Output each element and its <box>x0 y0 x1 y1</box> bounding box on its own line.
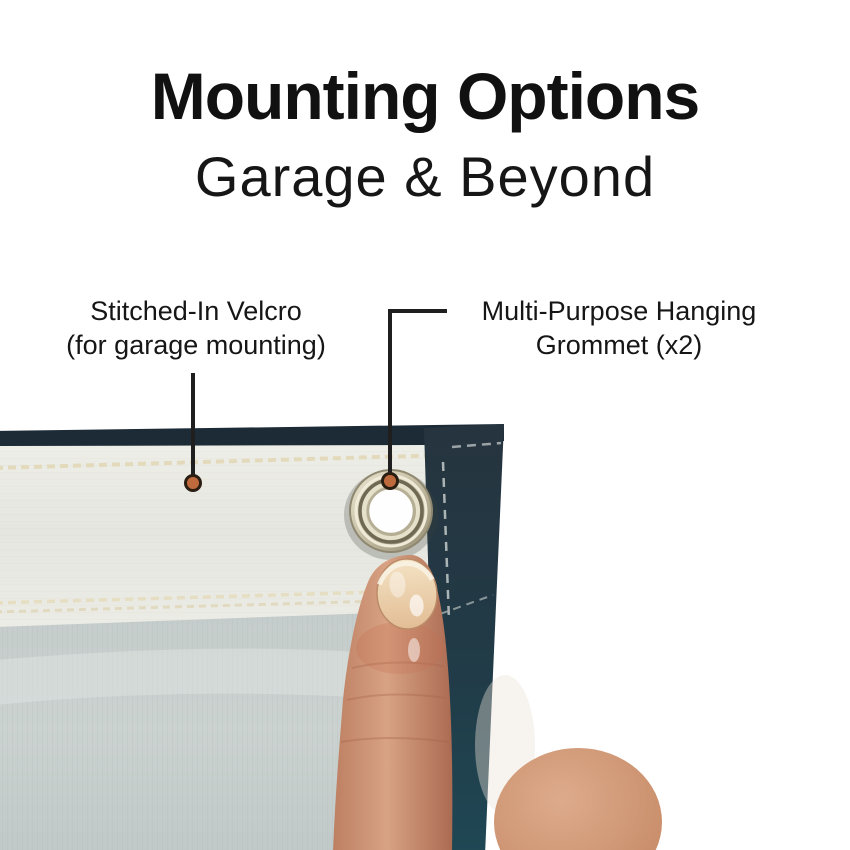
page-subtitle: Garage & Beyond <box>194 145 656 208</box>
callout-velcro-line1: Stitched-In Velcro <box>90 296 302 326</box>
grommet-leader-arm <box>391 309 447 313</box>
velcro-marker-dot <box>184 474 202 492</box>
callout-grommet-line1: Multi-Purpose Hanging <box>481 296 757 326</box>
callout-velcro-label <box>15 294 377 362</box>
grommet-marker-dot <box>381 472 399 490</box>
grommet-leader-line <box>388 309 392 476</box>
finger-flush <box>356 622 444 674</box>
page-title: Mounting Options <box>150 59 700 133</box>
grommet-hole <box>368 488 414 534</box>
callout-grommet-label <box>452 294 786 362</box>
callout-velcro-line2: (for garage mounting) <box>66 330 326 360</box>
callout-grommet-line2: Grommet (x2) <box>535 330 703 360</box>
skin-glint <box>408 638 420 662</box>
velcro-leader-line <box>191 373 195 476</box>
